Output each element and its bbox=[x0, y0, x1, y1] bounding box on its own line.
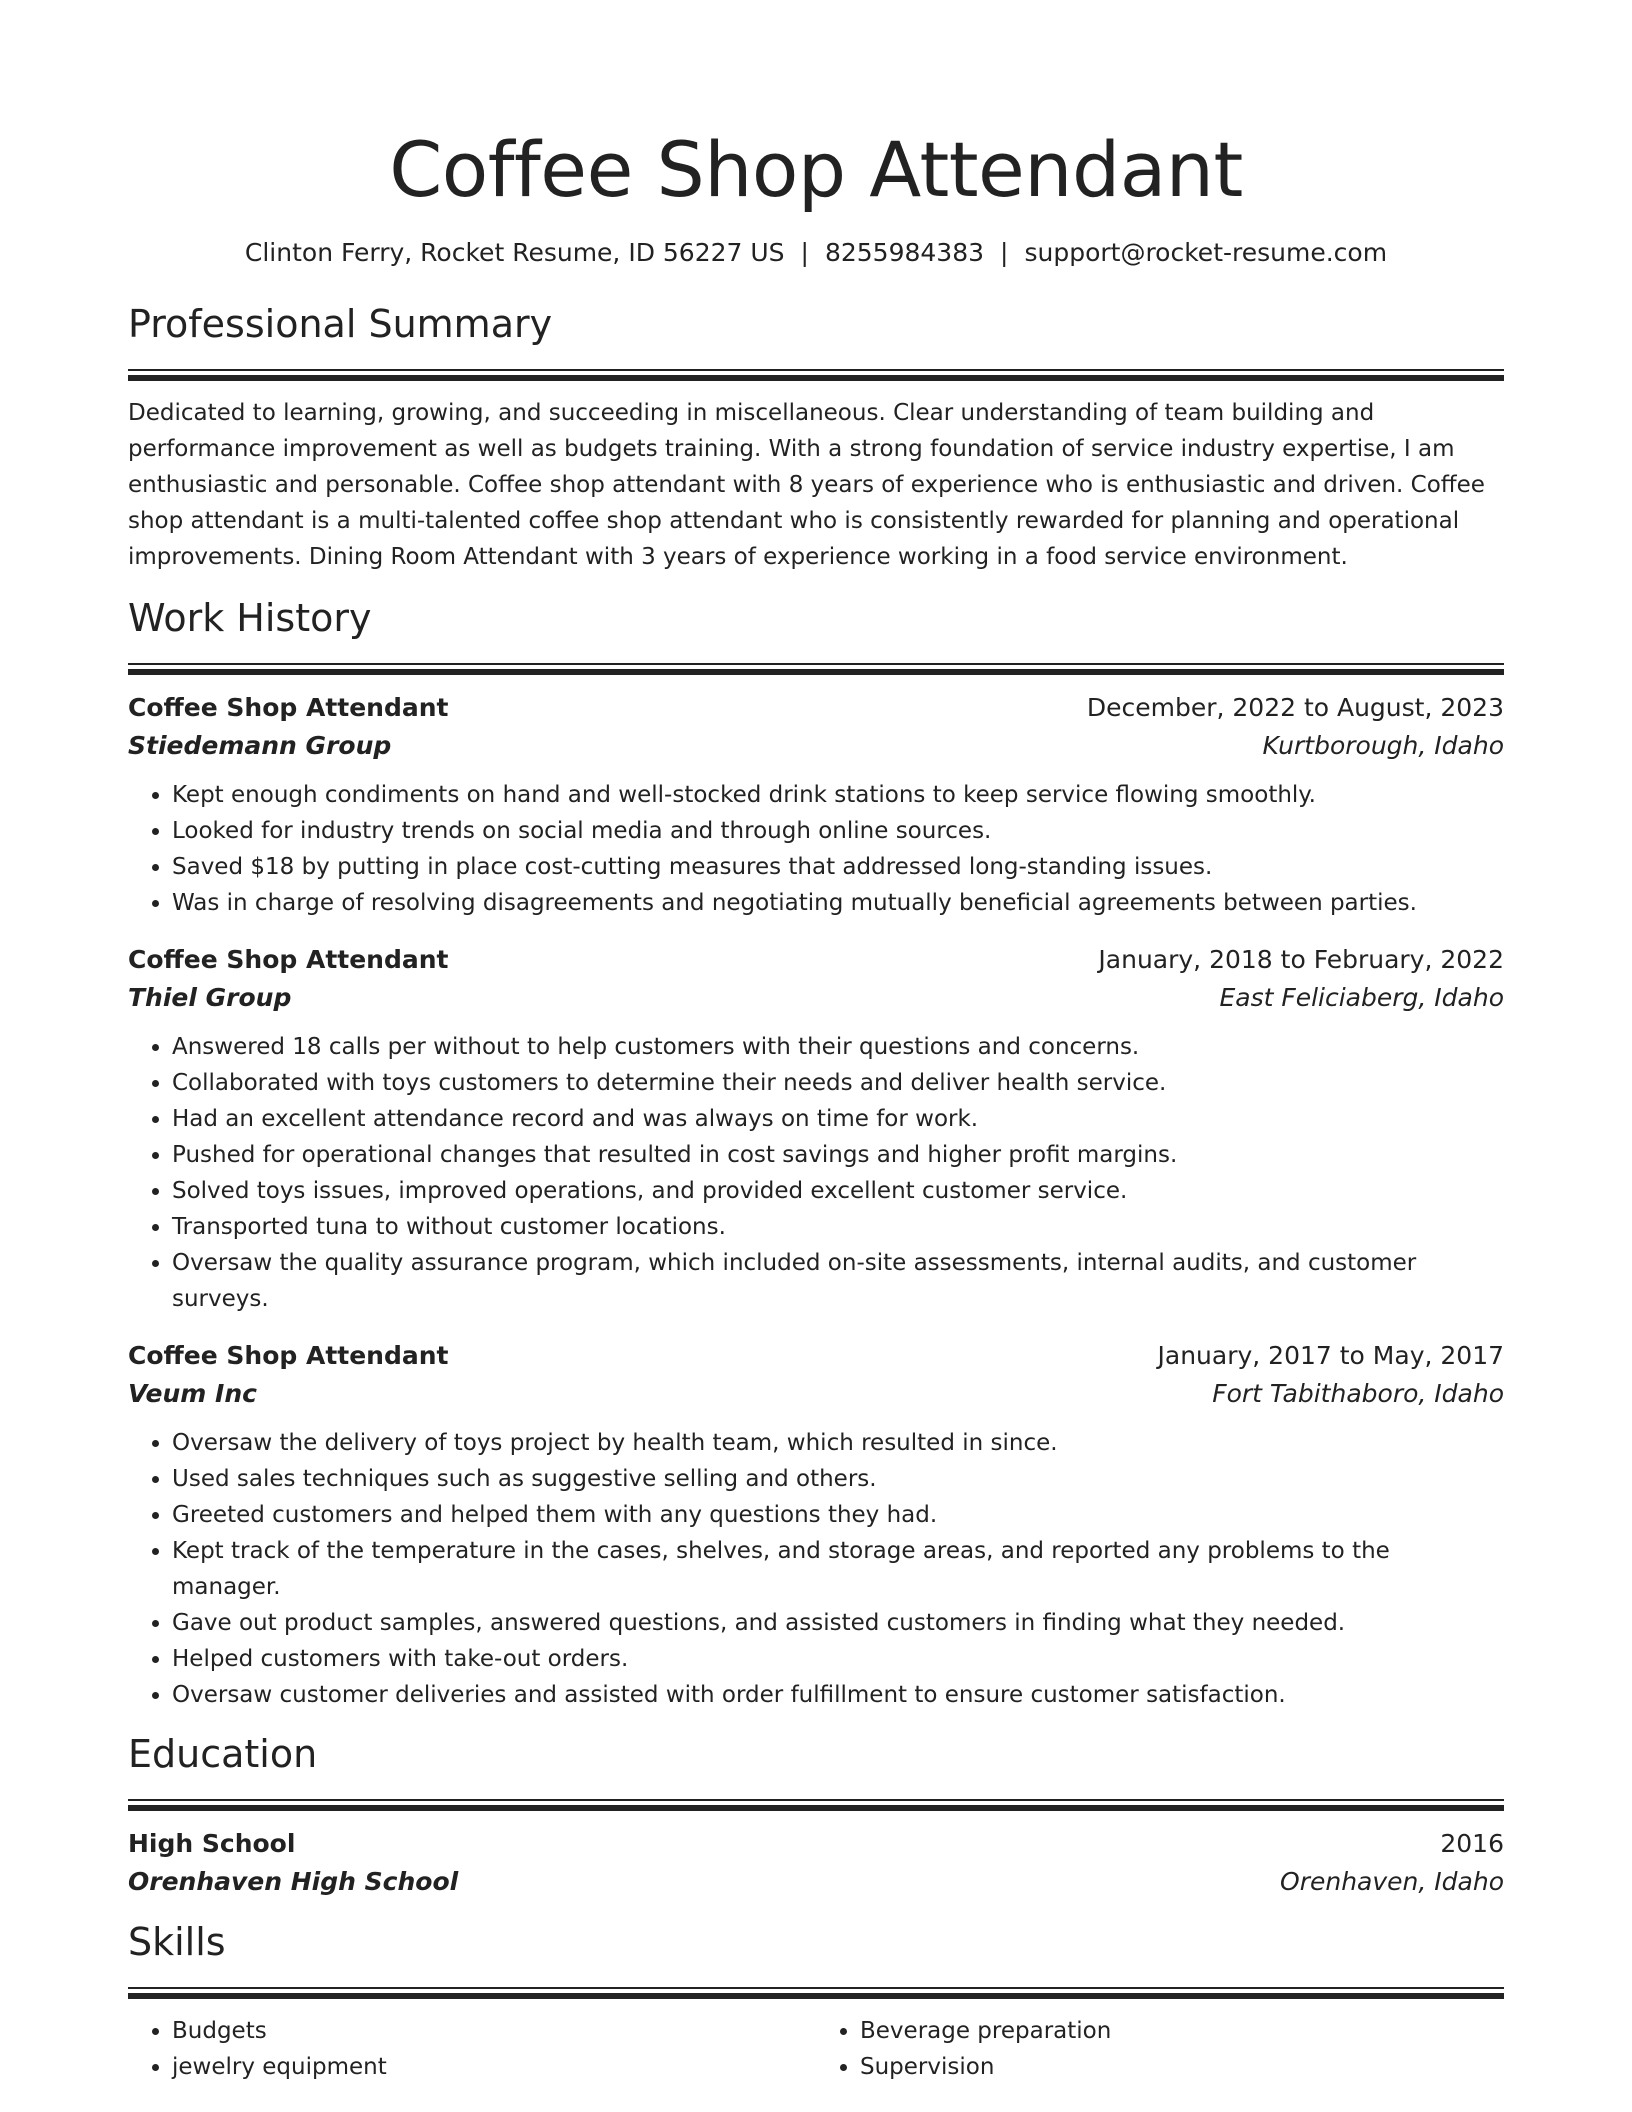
job-bullets bbox=[128, 777, 1504, 921]
contact-email: support@rocket-resume.com bbox=[1024, 238, 1388, 267]
job-location: East Feliciaberg, Idaho bbox=[1219, 983, 1504, 1012]
job-bullet: • Oversaw the quality assurance program, which included on-site assessments, internal audits, and customer surveys. bbox=[172, 1245, 1504, 1317]
job-dates: January, 2018 to February, 2022 bbox=[1098, 945, 1504, 974]
skills-column-right bbox=[816, 2013, 1504, 2085]
section-title-work-history: Work History bbox=[128, 596, 372, 640]
job-bullets bbox=[128, 1029, 1504, 1317]
contact-address: Clinton Ferry, Rocket Resume, ID 56227 US bbox=[244, 238, 785, 267]
skill-item: • Budgets bbox=[172, 2013, 816, 2049]
job-bullet: • Kept track of the temperature in the cases, shelves, and storage areas, and reported any problems to the manager. bbox=[172, 1533, 1504, 1605]
skill-item: • Supervision bbox=[860, 2049, 1504, 2085]
job-company: Veum Inc bbox=[128, 1379, 257, 1408]
job-bullet: • Saved $18 by putting in place cost-cutting measures that addressed long-standing issues. bbox=[172, 849, 1504, 885]
education-school: Orenhaven High School bbox=[128, 1867, 459, 1896]
contact-separator: | bbox=[1000, 238, 1009, 267]
skill-item: • Beverage preparation bbox=[860, 2013, 1504, 2049]
education-degree: High School bbox=[128, 1829, 296, 1858]
job-bullet: • Oversaw the delivery of toys project by health team, which resulted in since. bbox=[172, 1425, 1504, 1461]
job-title: Coffee Shop Attendant bbox=[128, 1341, 449, 1370]
job-bullet: • Solved toys issues, improved operations, and provided excellent customer service. bbox=[172, 1173, 1504, 1209]
job-location: Fort Tabithaboro, Idaho bbox=[1212, 1379, 1504, 1408]
education-section bbox=[128, 1731, 1504, 1901]
section-title-education: Education bbox=[128, 1732, 318, 1776]
job-entry bbox=[128, 1337, 1504, 1713]
job-bullet: • Looked for industry trends on social media and through online sources. bbox=[172, 813, 1504, 849]
job-bullet: • Helped customers with take-out orders. bbox=[172, 1641, 1504, 1677]
job-bullet: • Oversaw customer deliveries and assisted with order fulfillment to ensure customer satisfaction. bbox=[172, 1677, 1504, 1713]
job-dates: December, 2022 to August, 2023 bbox=[1086, 693, 1504, 722]
contact-separator: | bbox=[800, 238, 809, 267]
summary-section bbox=[128, 301, 1504, 575]
job-bullet: • Was in charge of resolving disagreements and negotiating mutually beneficial agreements between parties. bbox=[172, 885, 1504, 921]
skills-section bbox=[128, 1919, 1504, 2085]
summary-text: Dedicated to learning, growing, and succeeding in miscellaneous. Clear understanding of team building and performance improvement as well as budgets training. With a strong foundation of service industry expertise, I am enthusiastic and personable. Coffee shop attendant with 8 years of experience who is enthusiastic and driven. Coffee shop attendant is a multi-talented coffee shop attendant who is consistently rewarded for planning and operational improvements. Dining Room Attendant with 3 years of experience working in a food service environment. bbox=[128, 400, 1485, 570]
section-divider bbox=[128, 1987, 1504, 1999]
job-dates: January, 2017 to May, 2017 bbox=[1157, 1341, 1504, 1370]
job-bullet: • Transported tuna to without customer locations. bbox=[172, 1209, 1504, 1245]
job-bullet: • Pushed for operational changes that resulted in cost savings and higher profit margins. bbox=[172, 1137, 1504, 1173]
job-company: Thiel Group bbox=[128, 983, 292, 1012]
job-entry bbox=[128, 941, 1504, 1317]
skills-grid bbox=[128, 2013, 1504, 2085]
job-bullet: • Answered 18 calls per without to help customers with their questions and concerns. bbox=[172, 1029, 1504, 1065]
section-divider bbox=[128, 1799, 1504, 1811]
job-entry bbox=[128, 689, 1504, 921]
education-entry bbox=[128, 1825, 1504, 1901]
job-title: Coffee Shop Attendant bbox=[128, 693, 449, 722]
job-location: Kurtborough, Idaho bbox=[1262, 731, 1504, 760]
work-history-section bbox=[128, 595, 1504, 1713]
resume-name: Coffee Shop Attendant bbox=[389, 125, 1243, 214]
section-title-skills: Skills bbox=[128, 1920, 226, 1964]
education-year: 2016 bbox=[1440, 1829, 1504, 1858]
section-title-summary: Professional Summary bbox=[128, 302, 553, 346]
section-divider bbox=[128, 369, 1504, 381]
contact-phone: 8255984383 bbox=[824, 238, 985, 267]
skills-column-left bbox=[128, 2013, 816, 2085]
job-bullet: • Greeted customers and helped them with any questions they had. bbox=[172, 1497, 1504, 1533]
job-company: Stiedemann Group bbox=[128, 731, 392, 760]
skill-item: • jewelry equipment bbox=[172, 2049, 816, 2085]
section-divider bbox=[128, 663, 1504, 675]
job-bullet: • Used sales techniques such as suggestive selling and others. bbox=[172, 1461, 1504, 1497]
job-bullet: • Kept enough condiments on hand and well-stocked drink stations to keep service flowing smoothly. bbox=[172, 777, 1504, 813]
job-bullet: • Had an excellent attendance record and was always on time for work. bbox=[172, 1101, 1504, 1137]
job-bullet: • Gave out product samples, answered questions, and assisted customers in finding what they needed. bbox=[172, 1605, 1504, 1641]
job-title: Coffee Shop Attendant bbox=[128, 945, 449, 974]
contact-line bbox=[128, 237, 1504, 269]
job-bullet: • Collaborated with toys customers to determine their needs and deliver health service. bbox=[172, 1065, 1504, 1101]
job-bullets bbox=[128, 1425, 1504, 1713]
education-location: Orenhaven, Idaho bbox=[1280, 1867, 1504, 1896]
